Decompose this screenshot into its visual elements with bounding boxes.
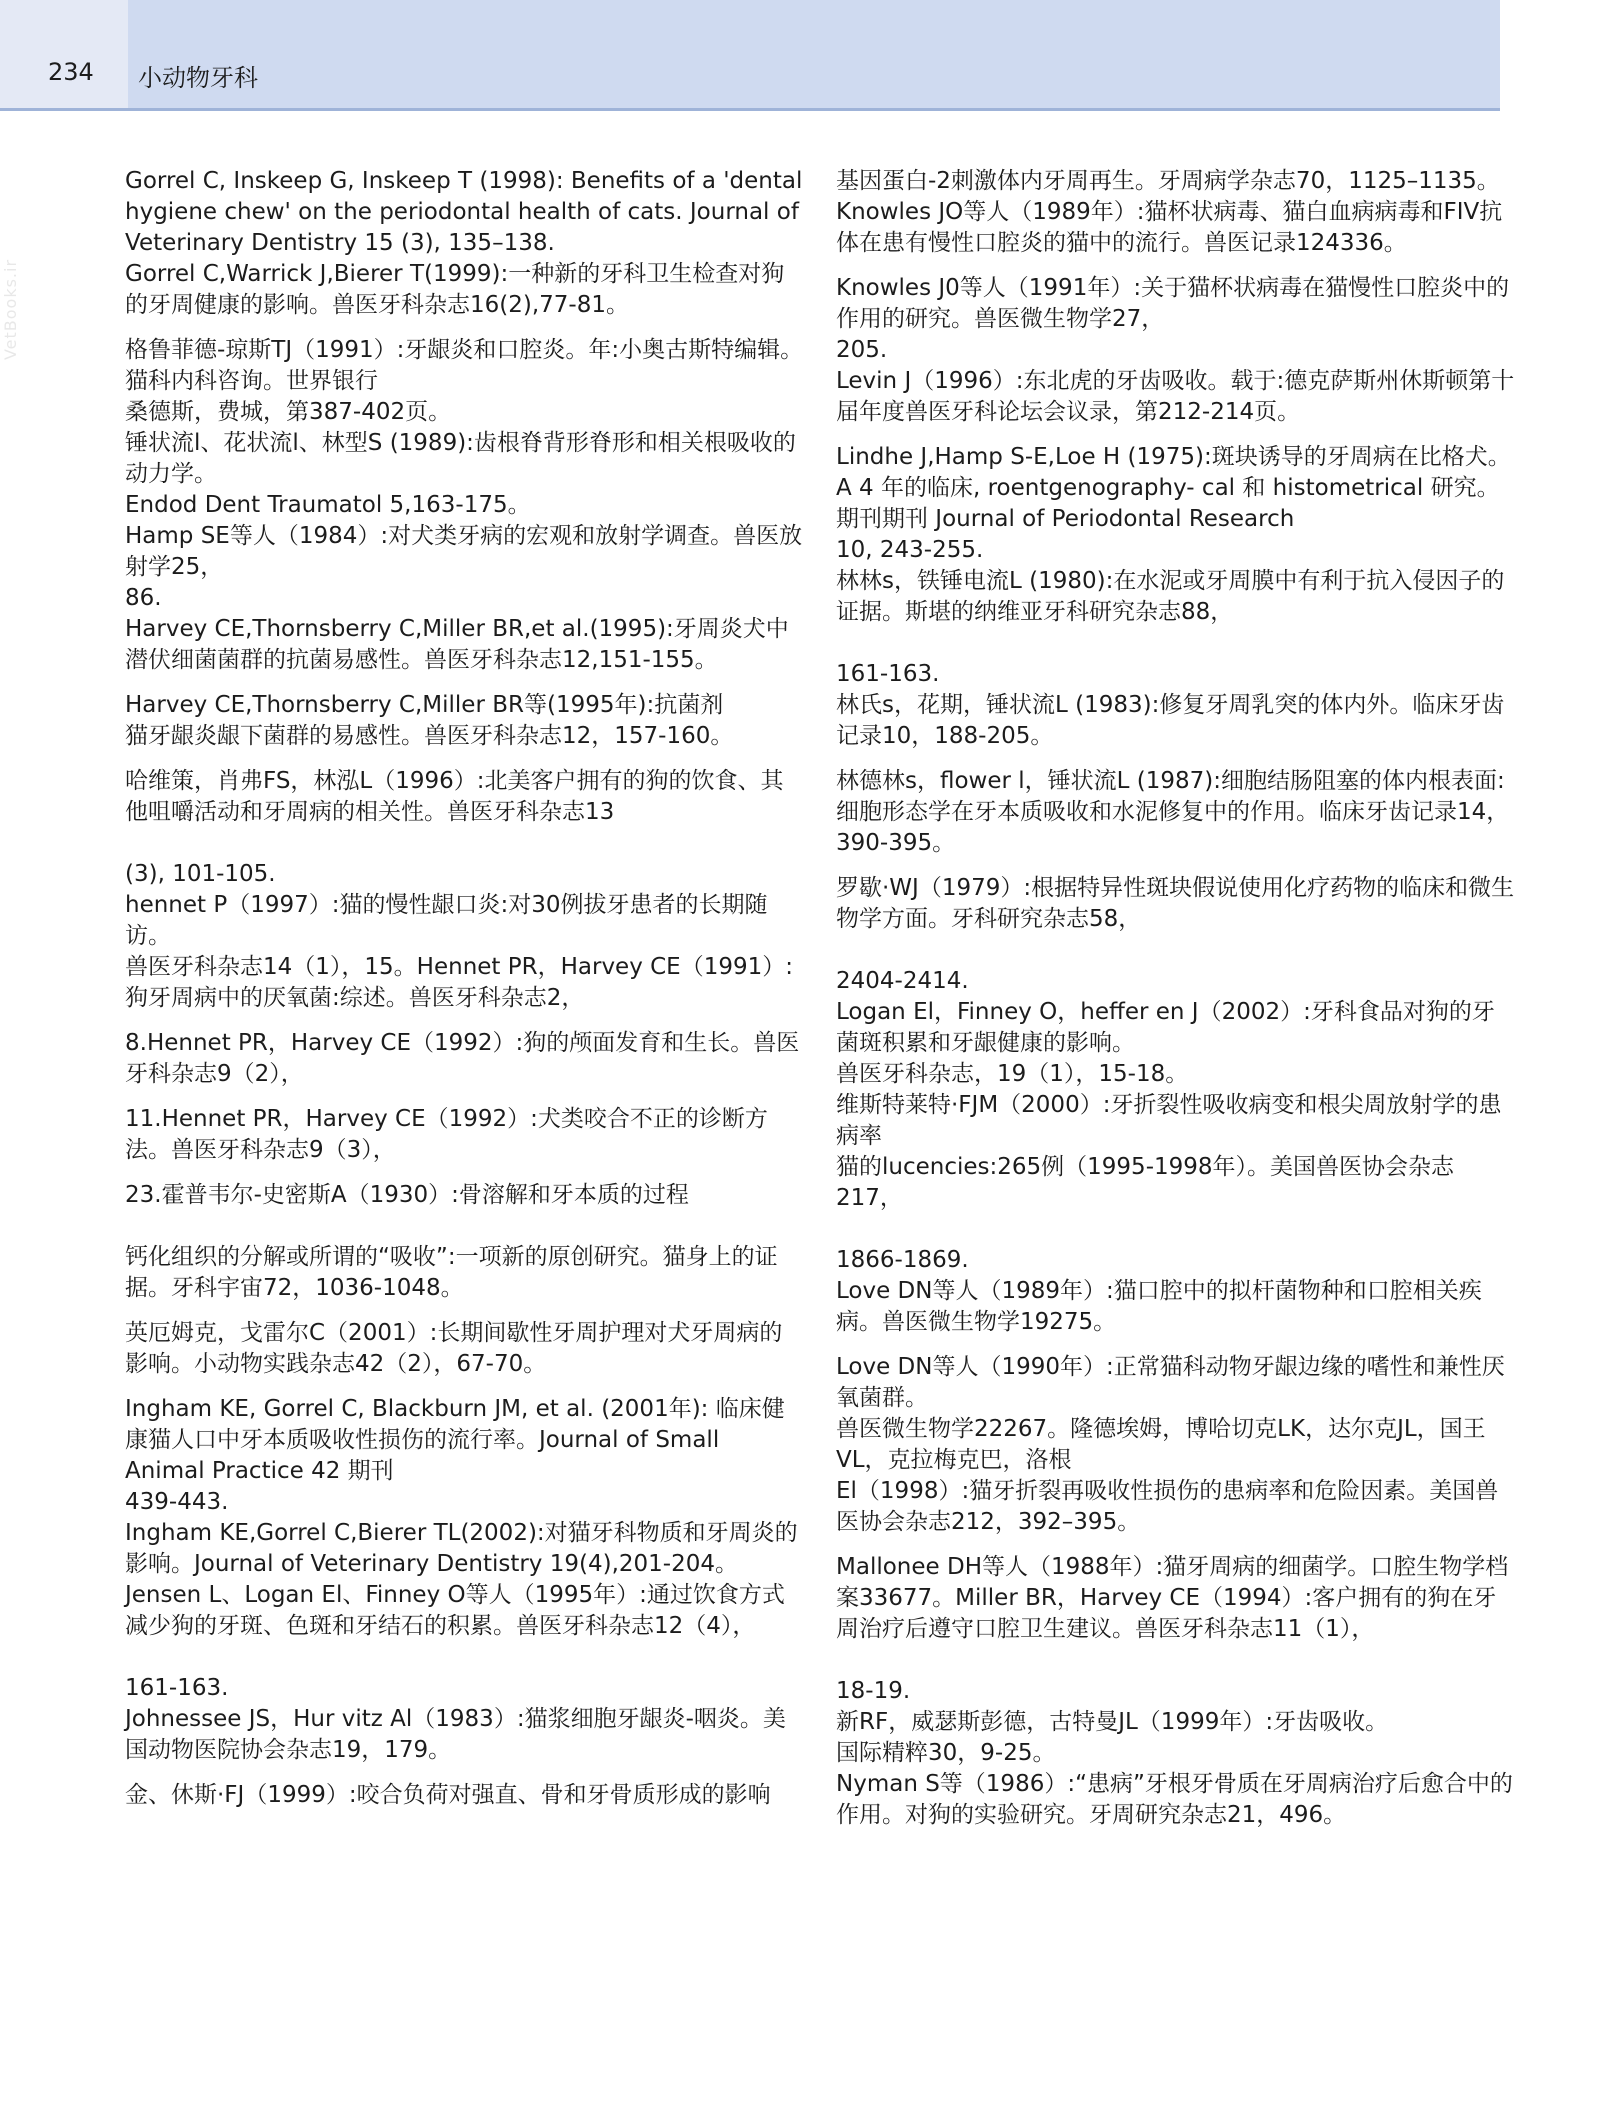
- reference-entry: Ingham KE,Gorrel C,Bierer TL(2002):对猫牙科物质和牙周炎的影响。Journal of Veterinary Dentistry 19(4),201-204。: [125, 1520, 798, 1577]
- reference-entry: 林林s，铁锤电流L (1980):在水泥或牙周膜中有利于抗入侵因子的证据。斯堪的纳维亚牙科研究杂志88， 161-163.: [836, 568, 1505, 687]
- reference-entry: Gorrel C,Warrick J,Bierer T(1999):一种新的牙科卫生检查对狗的牙周健康的影响。兽医牙科杂志16(2),77-81。: [125, 261, 785, 318]
- running-title: 小动物牙科: [138, 64, 258, 92]
- page-header: [0, 0, 1500, 111]
- reference-entry: 林氏s，花期，锤状流L (1983):修复牙周乳突的体内外。临床牙齿记录10，188-205。: [836, 692, 1505, 749]
- reference-entry: 罗歇·WJ（1979）:根据特异性斑块假说使用化疗药物的临床和微生物学方面。牙科研究杂志58， 2404-2414.: [836, 875, 1515, 994]
- reference-entry: 维斯特莱特·FJM（2000）:牙折裂性吸收病变和根尖周放射学的患病率 猫的lucencies:265例（1995-1998年）。美国兽医协会杂志217， 1866-1869.: [836, 1092, 1502, 1273]
- reference-entry: Johnessee JS，Hur vitz Al（1983）:猫浆细胞牙龈炎-咽炎。美国动物医院协会杂志19，179。: [125, 1706, 786, 1763]
- reference-entry: Mallonee DH等人（1988年）:猫牙周病的细菌学。口腔生物学档案33677。Miller BR，Harvey CE（1994）:客户拥有的狗在牙周治疗后遵守口腔卫生建议。兽医牙科杂志11（1）， 18-19.: [836, 1554, 1509, 1704]
- reference-entry: 格鲁菲德-琼斯TJ（1991）:牙龈炎和口腔炎。年:小奥古斯特编辑。猫科内科咨询。世界银行 桑德斯，费城，第387-402页。: [125, 337, 804, 425]
- reference-entry: Gorrel C, Inskeep G, Inskeep T (1998): Benefits of a 'dental hygiene chew' on the periodontal health of cats. Journal of Veterinary Dentistry 15 (3), 135–138.: [125, 168, 803, 256]
- reference-entry: Jensen L、Logan El、Finney O等人（1995年）:通过饮食方式减少狗的牙斑、色斑和牙结石的积累。兽医牙科杂志12（4）， 161-163.: [125, 1582, 785, 1701]
- reference-entry: 23.霍普韦尔-史密斯A（1930）:骨溶解和牙本质的过程 钙化组织的分解或所谓的“吸收”:一项新的原创研究。猫身上的证据。牙科宇宙72，1036-1048。: [125, 1182, 778, 1301]
- reference-column-right: [836, 166, 1516, 1845]
- reference-entry: 11.Hennet PR，Harvey CE（1992）:犬类咬合不正的诊断方法。兽医牙科杂志9（3），: [125, 1106, 768, 1163]
- reference-entry: Hamp SE等人（1984）:对犬类牙病的宏观和放射学调查。兽医放射学25， 86.: [125, 523, 803, 611]
- page-number: 234: [48, 58, 94, 86]
- reference-entry: Logan El，Finney O，heffer en J（2002）:牙科食品对狗的牙菌斑积累和牙龈健康的影响。 兽医牙科杂志，19（1），15-18。: [836, 999, 1495, 1087]
- reference-entry: Harvey CE,Thornsberry C,Miller BR等(1995年):抗菌剂 猫牙龈炎龈下菌群的易感性。兽医牙科杂志12，157-160。: [125, 692, 734, 749]
- watermark: VetBooks.ir: [1, 258, 21, 361]
- reference-entry: Levin J（1996）:东北虎的牙齿吸收。载于:德克萨斯州休斯顿第十届年度兽医牙科论坛会议录，第212-214页。: [836, 368, 1515, 425]
- reference-entry: 英厄姆克，戈雷尔C（2001）:长期间歇性牙周护理对犬牙周病的影响。小动物实践杂志42（2），67-70。: [125, 1320, 783, 1377]
- reference-entry: hennet P（1997）:猫的慢性龈口炎:对30例拔牙患者的长期随访。 兽医牙科杂志14（1），15。Hennet PR，Harvey CE（1991）:狗牙周病中的厌氧菌:综述。兽医牙科杂志2，: [125, 892, 793, 1011]
- reference-entry: Harvey CE,Thornsberry C,Miller BR,et al.(1995):牙周炎犬中潜伏细菌菌群的抗菌易感性。兽医牙科杂志12,151-155。: [125, 616, 789, 673]
- reference-entry: 基因蛋白-2刺激体内牙周再生。牙周病学杂志70，1125–1135。: [836, 168, 1500, 194]
- reference-column-left: [125, 166, 805, 1825]
- reference-entry: Knowles JO等人（1989年）:猫杯状病毒、猫白血病病毒和FIV抗体在患有慢性口腔炎的猫中的流行。兽医记录124336。: [836, 199, 1503, 256]
- reference-entry: Ingham KE, Gorrel C, Blackburn JM, et al. (2001年): 临床健康猫人口中牙本质吸收性损伤的流行率。Journal of Small Animal Practice 42 期刊 439-443.: [125, 1396, 785, 1515]
- reference-entry: 8.Hennet PR，Harvey CE（1992）:狗的颅面发育和生长。兽医牙科杂志9（2），: [125, 1030, 800, 1087]
- reference-entry: 金、休斯·FJ（1999）:咬合负荷对强直、骨和牙骨质形成的影响: [125, 1782, 771, 1808]
- reference-entry: 林德林s，flower l，锤状流L (1987):细胞结肠阻塞的体内根表面:细胞形态学在牙本质吸收和水泥修复中的作用。临床牙齿记录14，390-395。: [836, 768, 1510, 856]
- reference-entry: Nyman S等（1986）:“患病”牙根牙骨质在牙周病治疗后愈合中的作用。对狗的实验研究。牙周研究杂志21，496。: [836, 1771, 1513, 1828]
- reference-entry: 新RF，威瑟斯彭德，古特曼JL（1999年）:牙齿吸收。 国际精粹30，9-25。: [836, 1709, 1389, 1766]
- reference-entry: 哈维策，肖弗FS，林泓L（1996）:北美客户拥有的狗的饮食、其他咀嚼活动和牙周病的相关性。兽医牙科杂志13 (3), 101-105.: [125, 768, 784, 887]
- reference-entry: Love DN等人（1989年）:猫口腔中的拟杆菌物种和口腔相关疾病。兽医微生物学19275。: [836, 1278, 1482, 1335]
- reference-entry: Love DN等人（1990年）:正常猫科动物牙龈边缘的嗜性和兼性厌氧菌群。 兽医微生物学22267。隆德埃姆，博哈切克LK，达尔克JL，国王VL，克拉梅克巴，洛根 El（1998）:猫牙折裂再吸收性损伤的患病率和危险因素。美国兽医协会杂志212，392–395。: [836, 1354, 1505, 1535]
- reference-entry: 锤状流l、花状流l、林型S (1989):齿根脊背形脊形和相关根吸收的动力学。 Endod Dent Traumatol 5,163-175。: [125, 430, 796, 518]
- reference-entry: Knowles J0等人（1991年）:关于猫杯状病毒在猫慢性口腔炎中的作用的研究。兽医微生物学27， 205.: [836, 275, 1510, 363]
- page-number-tab: [0, 0, 128, 108]
- reference-entry: Lindhe J,Hamp S-E,Loe H (1975):斑块诱导的牙周病在比格犬。A 4 年的临床, roentgenography- cal 和 histometrical 研究。期刊期刊 Journal of Periodontal Research 10, 243-255.: [836, 444, 1511, 563]
